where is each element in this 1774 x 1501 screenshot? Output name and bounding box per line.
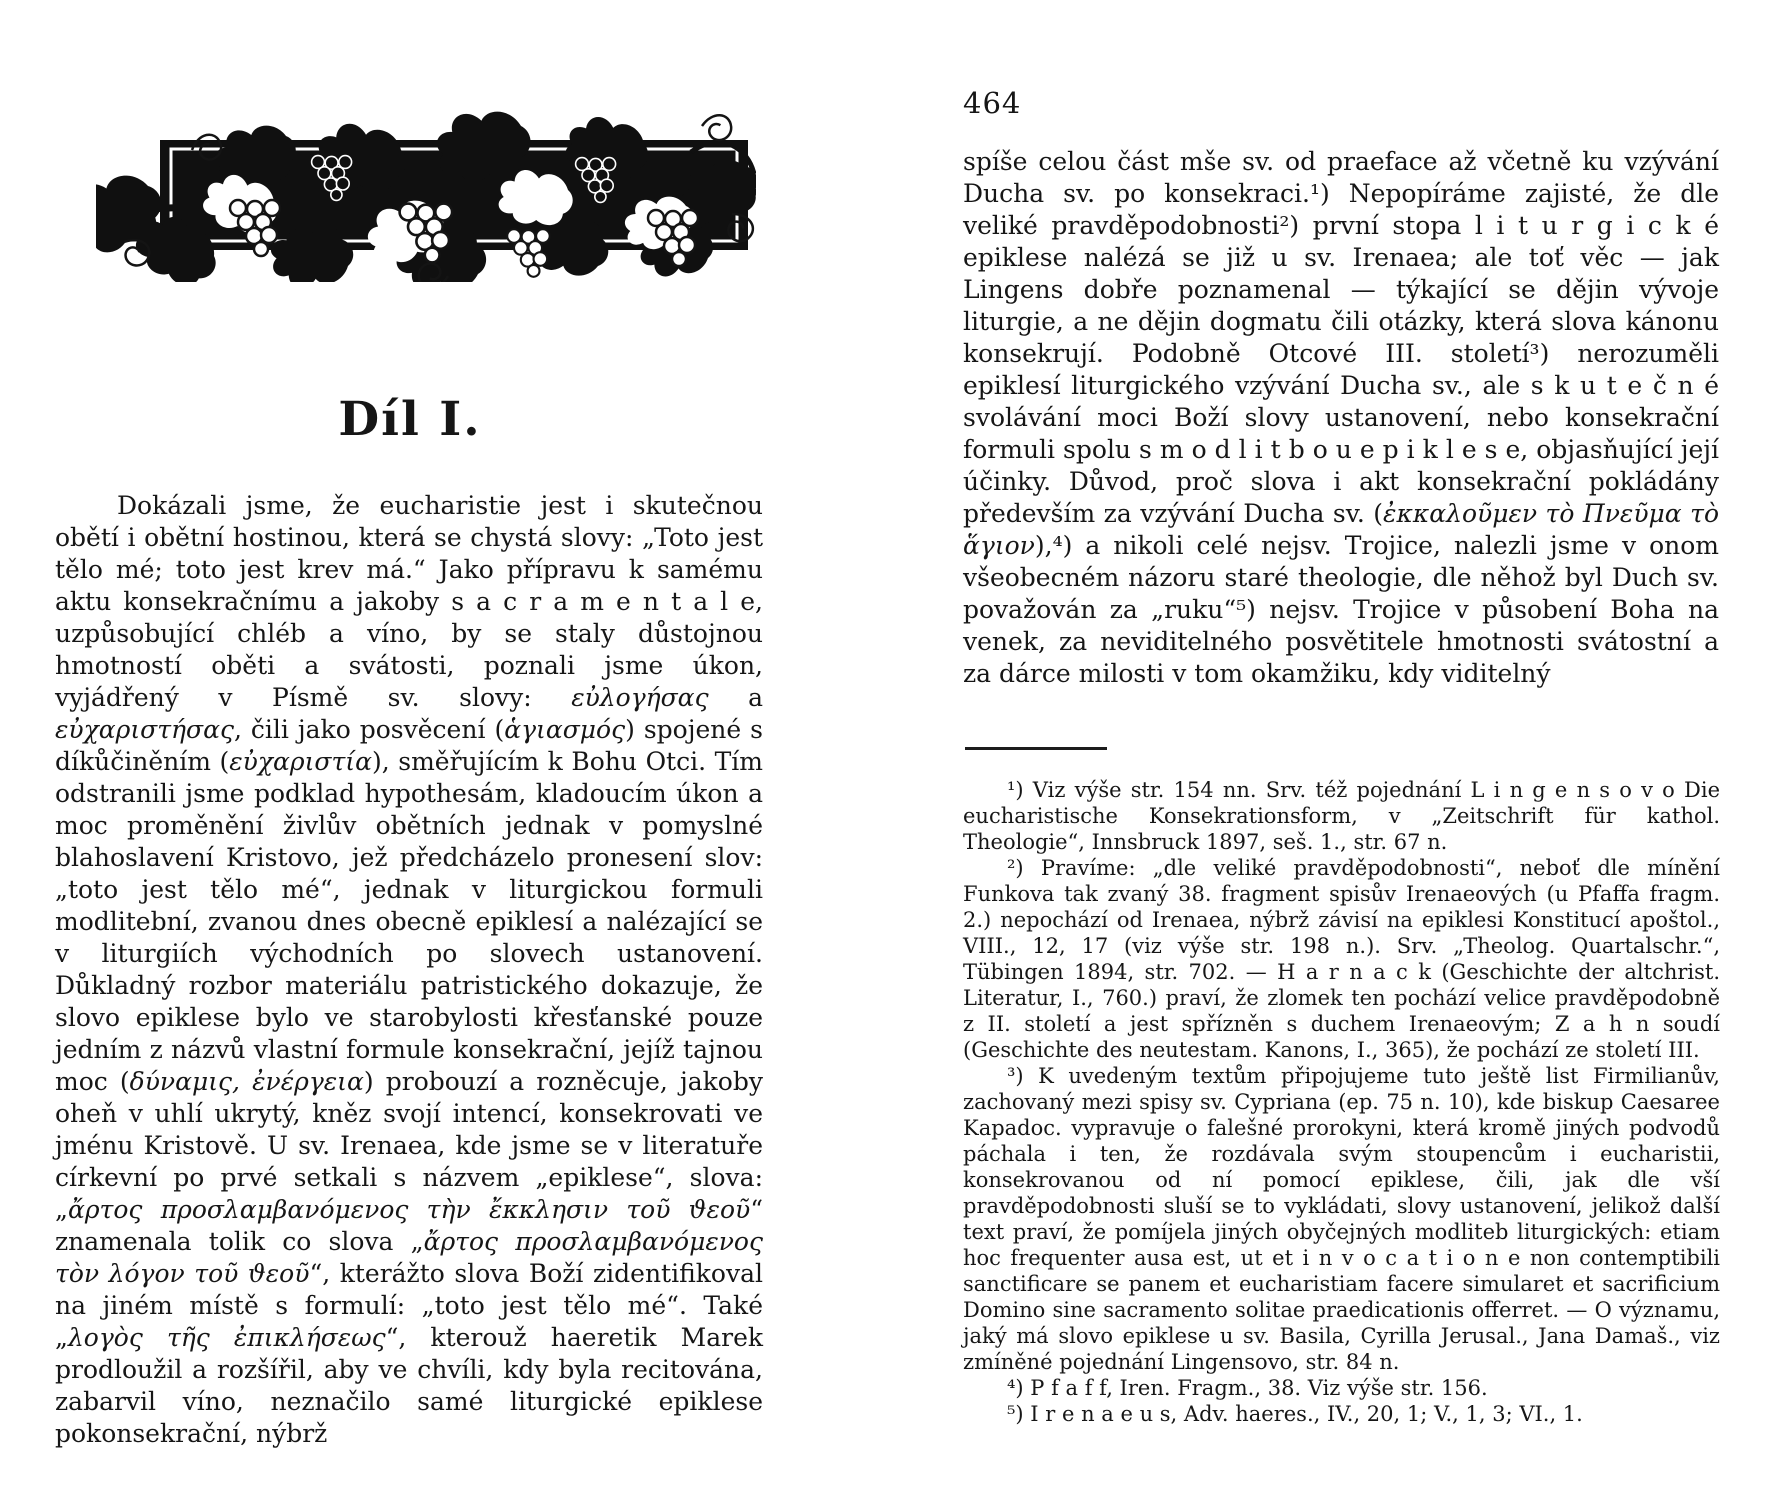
grapevine-ornament-icon bbox=[96, 90, 756, 282]
footnote-5: ⁵) I r e n a e u s, Adv. haeres., IV., 20, 1; V., 1, 3; VI., 1. bbox=[1007, 1402, 1583, 1426]
footnote-2: ²) Pravíme: „dle veliké pravděpodobnosti“, neboť dle mínění Funkova tak zvaný 38. fragment spisův Irenaeových (u Pfaffa fragm. 2.) nepochází od Irenaea, nýbrž závisí na epiklesi Konstitucí apoštol., VIII., 12, 17 (viz výše str. 198 n.). Srv. „Theolog. Quartalschr.“, Tübingen 1894, str. 702. — H a r n a c k (Geschichte der altchrist. Literatur, I., 760.) praví, že zlomek ten pochází velice pravděpodobně z II. století a jest spřízněn s duchem Irenaeovým; Z a h n soudí (Geschichte des neutestam. Kanons, I., 365), že pochází ze století III. bbox=[963, 856, 1720, 1062]
right-page-paragraph: spíše celou část mše sv. od praeface až včetně ku vzývání Ducha sv. po konsekraci.¹) Nepopíráme zajisté, že dle veliké pravděpodobnosti²) první stopa l i t u r g i c k é epiklese nalézá se již u sv. Irenaea; ale toť věc — jak Lingens dobře poznamenal — týkající se dějin vývoje liturgie, a ne dějin dogmatu čili otázky, která slova kánonu konsekrují. Podobně Otcové III. století³) nerozuměli epiklesí liturgického vzývání Ducha sv., ale s k u t e č n é svolávání moci Boží slovy ustanovení, nebo konsekrační formuli spolu s m o d l i t b o u e p i k l e s e, objasňující její účinky. Důvod, proč slova i akt konsekrační pokládány především za vzývání Ducha sv. (ἐκκαλοῦμεν τὸ Πνεῦμα τὸ ἅγιον),⁴) a nikoli celé nejsv. Trojice, nalezli jsme v onom všeobecném názoru staré theologie, dle něhož byl Duch sv. považován za „ruku“⁵) nejsv. Trojice v působení Boha na venek, za neviditelného posvětitele hmotnosti svátostní a za dárce milosti v tom okamžiku, kdy viditelný bbox=[963, 147, 1719, 688]
footnote-1: ¹) Viz výše str. 154 nn. Srv. též pojednání L i n g e n s o v o Die eucharistische Konsekrationsform, v „Zeitschrift für kathol. Theologie“, Innsbruck 1897, seš. 1., str. 67 n. bbox=[963, 778, 1720, 854]
page-number: 464 bbox=[963, 86, 1022, 120]
footnotes bbox=[963, 777, 1720, 1427]
section-heading: Díl I. bbox=[338, 392, 482, 447]
left-page-paragraph: Dokázali jsme, že eucharistie jest i skutečnou obětí i obětní hostinou, která se chystá slovy: „Toto jest tělo mé; toto jest krev má.“ Jako přípravu k samému aktu konsekračnímu a jakoby s a c r a m e n t a l e, uzpůsobující chléb a víno, by se staly důstojnou hmotností oběti a svátosti, poznali jsme úkon, vyjádřený v Písmě sv. slovy: εὐλογήσας a εὐχαριστήσας, čili jako posvěcení (ἁγιασμός) spojené s díkůčiněním (εὐχαριστία), směřujícím k Bohu Otci. Tím odstranili jsme podklad hypothesám, kladoucím úkon a moc proměnění živlův obětních jednak v pomyslné blahoslavení Kristovo, jež předcházelo pronesení slov: „toto jest tělo mé“, jednak v liturgickou formuli modlitební, zvanou dnes obecně epiklesí a nalézající se v liturgiích východních po slovech ustanovení. Důkladný rozbor materiálu patristického dokazuje, že slovo epiklese bylo ve starobylosti křesťanské pouze jedním z názvů vlastní formule konsekrační, jejíž tajnou moc (δύναμις, ἐνέργεια) probouzí a rozněcuje, jakoby oheň v uhlí ukrytý, kněz svojí intencí, konsekrovati ve jménu Kristově. U sv. Irenaea, kde jsme se v literatuře církevní po prvé setkali s názvem „epiklese“, slova: „ἄρτος προσλαμβανόμενος τὴν ἔκκλησιν τοῦ ϑεοῦ“ znamenala tolik co slova „ἄρτος προσλαμβανόμενος τὸν λόγον τοῦ ϑεοῦ“, kterážto slova Boží zidentifikoval na jiném místě s formulí: „toto jest tělo mé“. Také „λογὸς τῆς ἐπικλήσεως“, kterouž haeretik Marek prodloužil a rozšířil, aby ve chvíli, kdy byla recitována, zabarvil víno, neznačilo samé liturgické epiklese pokonsekrační, nýbrž bbox=[55, 491, 764, 1448]
footnote-4: ⁴) P f a f f, Iren. Fragm., 38. Viz výše str. 156. bbox=[1007, 1376, 1488, 1400]
footnote-3: ³) K uvedeným textům připojujeme tuto ještě list Firmilianův, zachovaný mezi spisy sv. Cypriana (ep. 75 n. 10), kde biskup Caesaree Kapadoc. vypravuje o falešné prorokyni, která kromě jiných podvodů páchala i ten, že rozdávala svým stoupencům i eucharistii, konsekrovanou od ní pomocí epiklese, čili, jak dle vší pravděpodobnosti sluší se to vykládati, slovy ustanovení, jelikož další text praví, že pomíjela jiných obyčejných modliteb liturgických: etiam hoc frequenter ausa est, ut et i n v o c a t i o n e non contemptibili sanctificare se panem et eucharistiam facere simularet et sacrificium Domino sine sacramento solitae praedicationis offerret. — O významu, jaký má slovo epiklese u sv. Basila, Cyrilla Jerusal., Jana Damaš., viz zmíněné pojednání Lingensovo, str. 84 n. bbox=[963, 1064, 1720, 1374]
footnote-separator bbox=[965, 747, 1107, 750]
